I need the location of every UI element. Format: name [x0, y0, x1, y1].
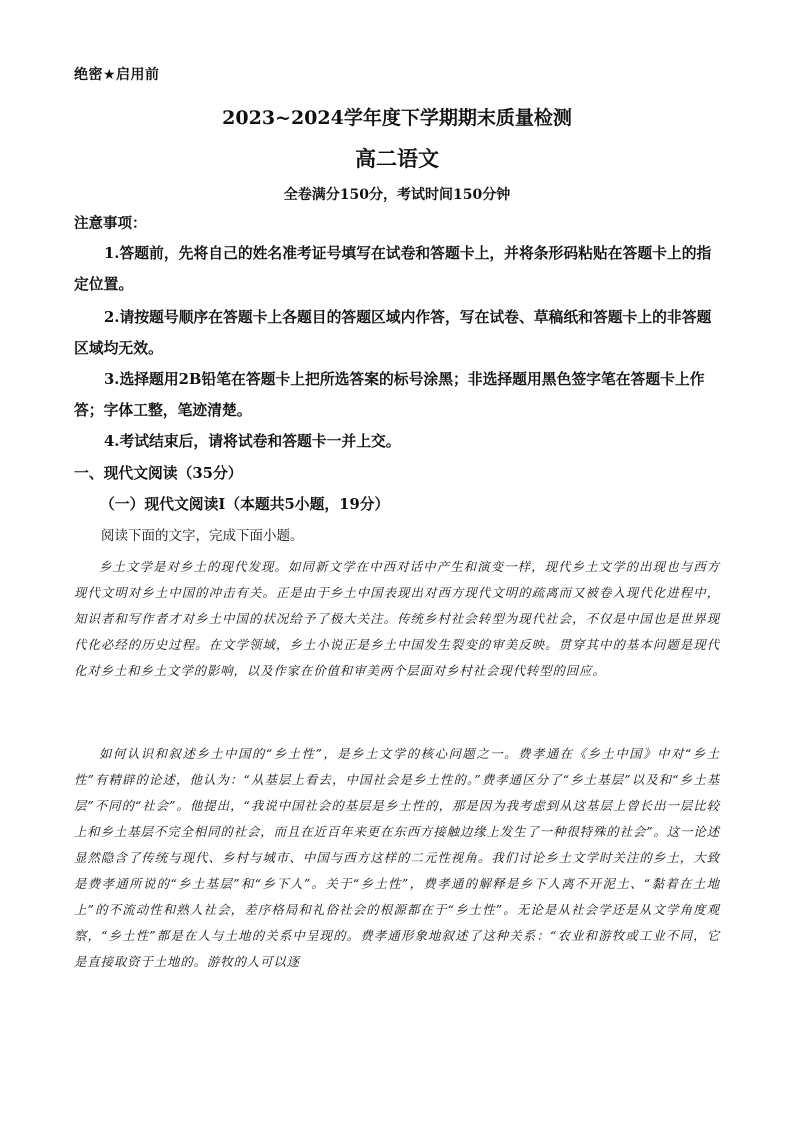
- passage-paragraph: 乡土文学是对乡土的现代发现。如同新文学在中西对话中产生和演变一样，现代乡土文学的出现也与西方现代文明对乡土中国的冲击有关。正是由于乡土中国表现出对西方现代文明的疏离而又被卷入现代化进程中，知识者和写作者才对乡土中国的状况给予了极大关注。传统乡村社会转型为现代社会，不仅是中国也是世界现代化必经的历史过程。在文学领域，乡土小说正是乡土中国发生裂变的审美反映。贯穿其中的基本问题是现代化对乡土和乡土文学的影响，以及作家在价值和审美两个层面对乡村社会现代转型的回应。: [74, 559, 720, 678]
- subsection-heading: （一）现代文阅读Ⅰ（本题共5小题，19分）: [100, 496, 390, 513]
- subject-title: 高二语文: [355, 146, 439, 171]
- notice-item: 4.考试结束后，请将试卷和答题卡一并上交。: [104, 433, 401, 450]
- notice-item: 3.选择题用2B铅笔在答题卡上把所选答案的标号涂黑；非选择题用黑色签字笔在答题卡上作答；字体工整，笔迹清楚。: [74, 371, 705, 419]
- passage-paragraph: 如何认识和叙述乡土中国的“乡土性”，是乡土文学的核心问题之一。费孝通在《乡土中国》中对“乡土性”有精辟的论述，他认为：“从基层上看去，中国社会是乡土性的。”费孝通区分了“乡土基层”以及和“乡土基层”不同的“社会”。他提出，“我说中国社会的基层是乡土性的，那是因为我考虑到从这基层上曾长出一层比较上和乡土基层不完全相同的社会，而且在近百年来更在东西方接触边缘上发生了一种很特殊的社会”。这一论述显然隐含了传统与现代、乡村与城市、中国与西方这样的二元性视角。我们讨论乡土文学时关注的乡土，大致是费孝通所说的“乡土基层”和“乡下人”。关于“乡土性”，费孝通的解释是乡下人离不开泥土、“黏着在土地上”的不流动性和熟人社会，差序格局和礼俗社会的根源都在于“乡土性”。无论是从社会学还是从文学角度观察，“乡土性”都是在人与土地的关系中呈现的。费孝通形象地叙述了这种关系：“农业和游牧或工业不同，它是直接取资于土地的。游牧的人可以逐: [74, 746, 720, 969]
- exam-title: 2023~2024学年度下学期期末质量检测: [222, 107, 572, 129]
- classification-label: 绝密★启用前: [74, 67, 160, 83]
- score-time-line: 全卷满分150分，考试时间150分钟: [283, 187, 511, 203]
- notice-heading: 注意事项：: [74, 215, 147, 232]
- reading-prompt: 阅读下面的文字，完成下面小题。: [101, 528, 304, 544]
- notice-item: 2.请按题号顺序在答题卡上各题目的答题区域内作答，写在试卷、草稿纸和答题卡上的非答题区域均无效。: [74, 309, 712, 357]
- notice-item: 1.答题前，先将自己的姓名准考证号填写在试卷和答题卡上，并将条形码粘贴在答题卡上的指定位置。: [74, 245, 712, 293]
- section-heading: 一、现代文阅读（35分）: [74, 465, 243, 482]
